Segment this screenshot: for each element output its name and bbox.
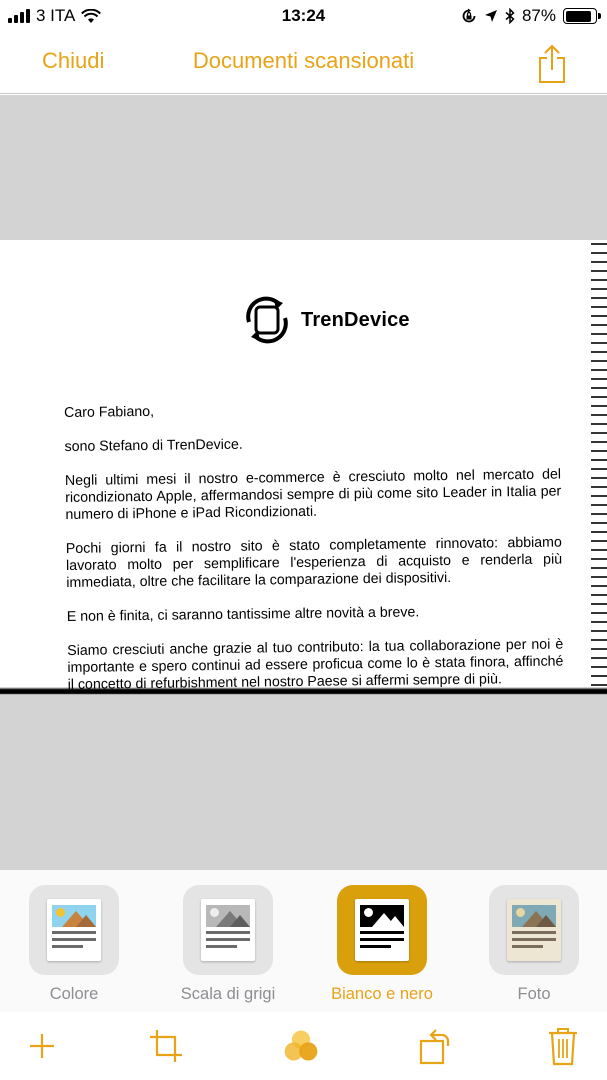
rotate-icon <box>414 1026 454 1066</box>
document-logo <box>243 296 410 344</box>
location-icon <box>484 9 498 23</box>
status-bar <box>0 0 607 34</box>
orientation-lock-icon <box>461 8 477 24</box>
page-title: Documenti scansionati <box>192 48 415 73</box>
document-text <box>64 399 564 711</box>
close-button[interactable]: Chiudi <box>42 48 105 73</box>
filter-black-white[interactable] <box>331 885 433 1004</box>
battery-percent: 87% <box>521 6 556 25</box>
share-icon <box>535 44 569 84</box>
letter-paragraph: Pochi giorni fa il nostro sito è stato completamente rinnovato: abbiamo lavorato molto per semplificare l'esperienza di acquisto e renderla più immediata, oltre che facilitare la comparazione dei dispositivi. <box>65 534 563 591</box>
trash-icon <box>546 1026 580 1066</box>
filters-button[interactable] <box>281 1026 321 1066</box>
crop-button[interactable] <box>146 1026 186 1066</box>
scan-preview-area <box>0 95 607 870</box>
filter-photo[interactable] <box>489 885 579 1004</box>
bluetooth-icon <box>505 8 515 24</box>
grayscale-filter-icon <box>201 899 255 961</box>
trendevice-logo-icon <box>243 296 291 344</box>
filter-grayscale-thumbnail <box>183 885 273 975</box>
filter-label: Bianco e nero <box>331 985 433 1003</box>
photo-filter-icon <box>507 899 561 961</box>
letter-paragraph: Siamo cresciuti anche grazie al tuo contributo: la tua collaborazione per noi è importante e spero continui ad essere proficua come lo è stata finora, affinché il concetto di refurbishment nel nostro Paese si affermi sempre di più. <box>67 636 564 693</box>
filter-color-thumbnail <box>29 885 119 975</box>
add-page-button[interactable] <box>22 1026 62 1066</box>
filter-grayscale[interactable] <box>180 885 276 1004</box>
filters-icon <box>281 1026 321 1066</box>
filter-photo-thumbnail <box>489 885 579 975</box>
battery-icon <box>563 8 597 24</box>
filter-black-white-thumbnail <box>337 885 427 975</box>
bottom-toolbar <box>0 1012 607 1080</box>
carrier-label: 3 ITA <box>36 6 76 25</box>
status-time: 13:24 <box>281 6 326 25</box>
logo-text: TrenDevice <box>301 308 410 331</box>
crop-icon <box>148 1028 184 1064</box>
filter-label: Colore <box>49 985 99 1003</box>
black-white-filter-icon <box>355 899 409 961</box>
rotate-button[interactable] <box>414 1026 454 1066</box>
scan-edge-right <box>591 240 607 695</box>
filter-label: Foto <box>517 985 551 1003</box>
letter-paragraph: Negli ultimi mesi il nostro e-commerce è cresciuto molto nel mercato del ricondizionato Apple, affermandosi sempre di più come sito Leader in Italia per numero di iPhone e iPad Ricondizionati. <box>64 466 562 523</box>
filter-label: Scala di grigi <box>180 985 276 1003</box>
delete-button[interactable] <box>543 1026 583 1066</box>
filter-selector <box>0 870 607 1012</box>
scanned-document[interactable] <box>0 240 607 695</box>
color-filter-icon <box>47 899 101 961</box>
letter-greeting: Caro Fabiano, <box>64 403 155 421</box>
navigation-bar <box>0 34 607 94</box>
share-button[interactable] <box>535 44 569 84</box>
letter-paragraph: E non è finita, ci saranno tantissime altre novità a breve. <box>66 604 420 625</box>
status-right <box>461 6 597 26</box>
filter-color[interactable] <box>29 885 119 1004</box>
letter-paragraph: sono Stefano di TrenDevice. <box>64 436 243 455</box>
add-icon <box>27 1031 57 1061</box>
